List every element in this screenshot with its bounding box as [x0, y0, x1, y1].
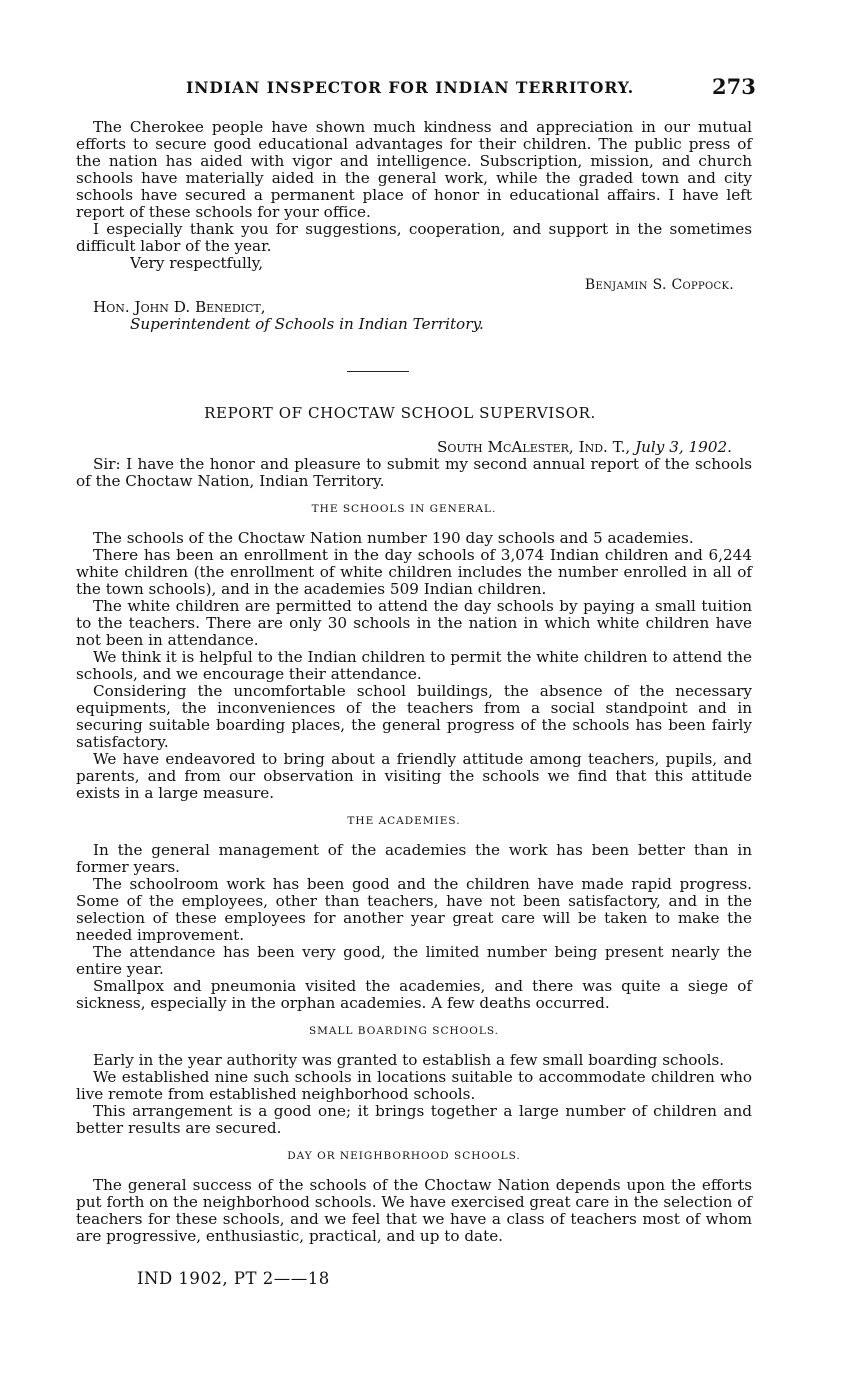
page-number: 273 — [712, 74, 756, 99]
running-title: INDIAN INSPECTOR FOR INDIAN TERRITORY. — [186, 78, 635, 97]
addressee-title: Superintendent of Schools in Indian Territory. — [130, 315, 484, 333]
addressee-name-text: Hon. John D. Benedict, — [93, 298, 266, 316]
section-paragraph: There has been an enrollment in the day schools of 3,074 Indian children and 6,244 white children (the enrollment of white children includes the number enrolled in all of the town schools), and in the academies 509 Indian children. — [76, 546, 752, 598]
section-paragraph: We established nine such schools in locations suitable to accommodate children who live remote from established neighborhood schools. — [76, 1068, 752, 1103]
dateline-place: South McAlester, Ind. T., — [437, 438, 631, 456]
section-paragraph: The schools of the Choctaw Nation number 190 day schools and 5 academies. — [93, 529, 694, 547]
letter-paragraph: I especially thank you for suggestions, cooperation, and support in the sometimes difficult labor of the year. — [76, 220, 752, 255]
section-heading: THE ACADEMIES. — [347, 815, 461, 827]
letter-signature: Benjamin S. Coppock. — [584, 277, 734, 293]
section-heading: DAY OR NEIGHBORHOOD SCHOOLS. — [287, 1150, 521, 1162]
section-heading: THE SCHOOLS IN GENERAL. — [311, 503, 497, 515]
section-paragraph: Smallpox and pneumonia visited the academies, and there was quite a siege of sickness, especially in the orphan academies. A few deaths occurred. — [76, 977, 752, 1012]
section-paragraph: In the general management of the academies the work has been better than in former years. — [76, 841, 752, 876]
section-schools-general — [76, 502, 752, 802]
letter-body — [76, 119, 752, 333]
section-divider — [347, 371, 409, 372]
dateline-date: July 3, 1902. — [635, 438, 732, 456]
section-academies — [76, 814, 752, 1012]
signature-mark: IND 1902, PT 2——18 — [137, 1269, 330, 1288]
salutation-paragraph: Sir: I have the honor and pleasure to submit my second annual report of the schools of the Choctaw Nation, Indian Territory. — [76, 455, 752, 490]
running-header — [0, 74, 862, 102]
section-paragraph: The white children are permitted to attend the day schools by paying a small tuition to the teachers. There are only 30 schools in the nation in which white children have not been in attendance. — [76, 597, 752, 649]
letter-paragraph: The Cherokee people have shown much kindness and appreciation in our mutual efforts to secure good educational advantages for their children. The public press of the nation has aided with vigor and intelligence. Subscription, mission, and church schools have materially aided in the general work, while the graded town and city schools have secured a permanent place of honor in educational affairs. I have left report of these schools for your office. — [76, 118, 752, 221]
section-paragraph: We think it is helpful to the Indian children to permit the white children to attend the schools, and we encourage their attendance. — [76, 648, 752, 683]
section-small-boarding-schools — [76, 1024, 752, 1137]
section-paragraph: The schoolroom work has been good and the children have made rapid progress. Some of the employees, other than teachers, have not been satisfactory, and in the selection of these employees for another year great care will be taken to make the needed improvement. — [76, 875, 752, 944]
section-paragraph: Early in the year authority was granted to establish a few small boarding schools. — [93, 1051, 725, 1069]
section-day-schools — [76, 1149, 752, 1245]
page-body — [76, 119, 752, 1245]
section-paragraph: Considering the uncomfortable school buildings, the absence of the necessary equipments, the inconveniences of the teachers from a social standpoint and in securing suitable boarding places, the general progress of the schools has been fairly satisfactory. — [76, 682, 752, 751]
section-paragraph: The attendance has been very good, the limited number being present nearly the entire year. — [76, 943, 752, 978]
section-heading: SMALL BOARDING SCHOOLS. — [308, 1025, 500, 1037]
section-paragraph: This arrangement is a good one; it brings together a large number of children and better results are secured. — [76, 1102, 752, 1137]
section-paragraph: We have endeavored to bring about a friendly attitude among teachers, pupils, and parents, and from our observation in visiting the schools we find that this attitude exists in a large measure. — [76, 750, 752, 802]
section-paragraph: The general success of the schools of the Choctaw Nation depends upon the efforts put forth on the neighborhood schools. We have exercised great care in the selection of teachers for these schools, and we feel that we have a class of teachers most of whom are progressive, enthusiastic, practical, and up to date. — [76, 1176, 752, 1245]
report-dateline — [76, 439, 752, 456]
addressee-name — [76, 299, 752, 316]
letter-closing: Very respectfully, — [130, 254, 264, 272]
report-title: REPORT OF CHOCTAW SCHOOL SUPERVISOR. — [204, 404, 596, 422]
